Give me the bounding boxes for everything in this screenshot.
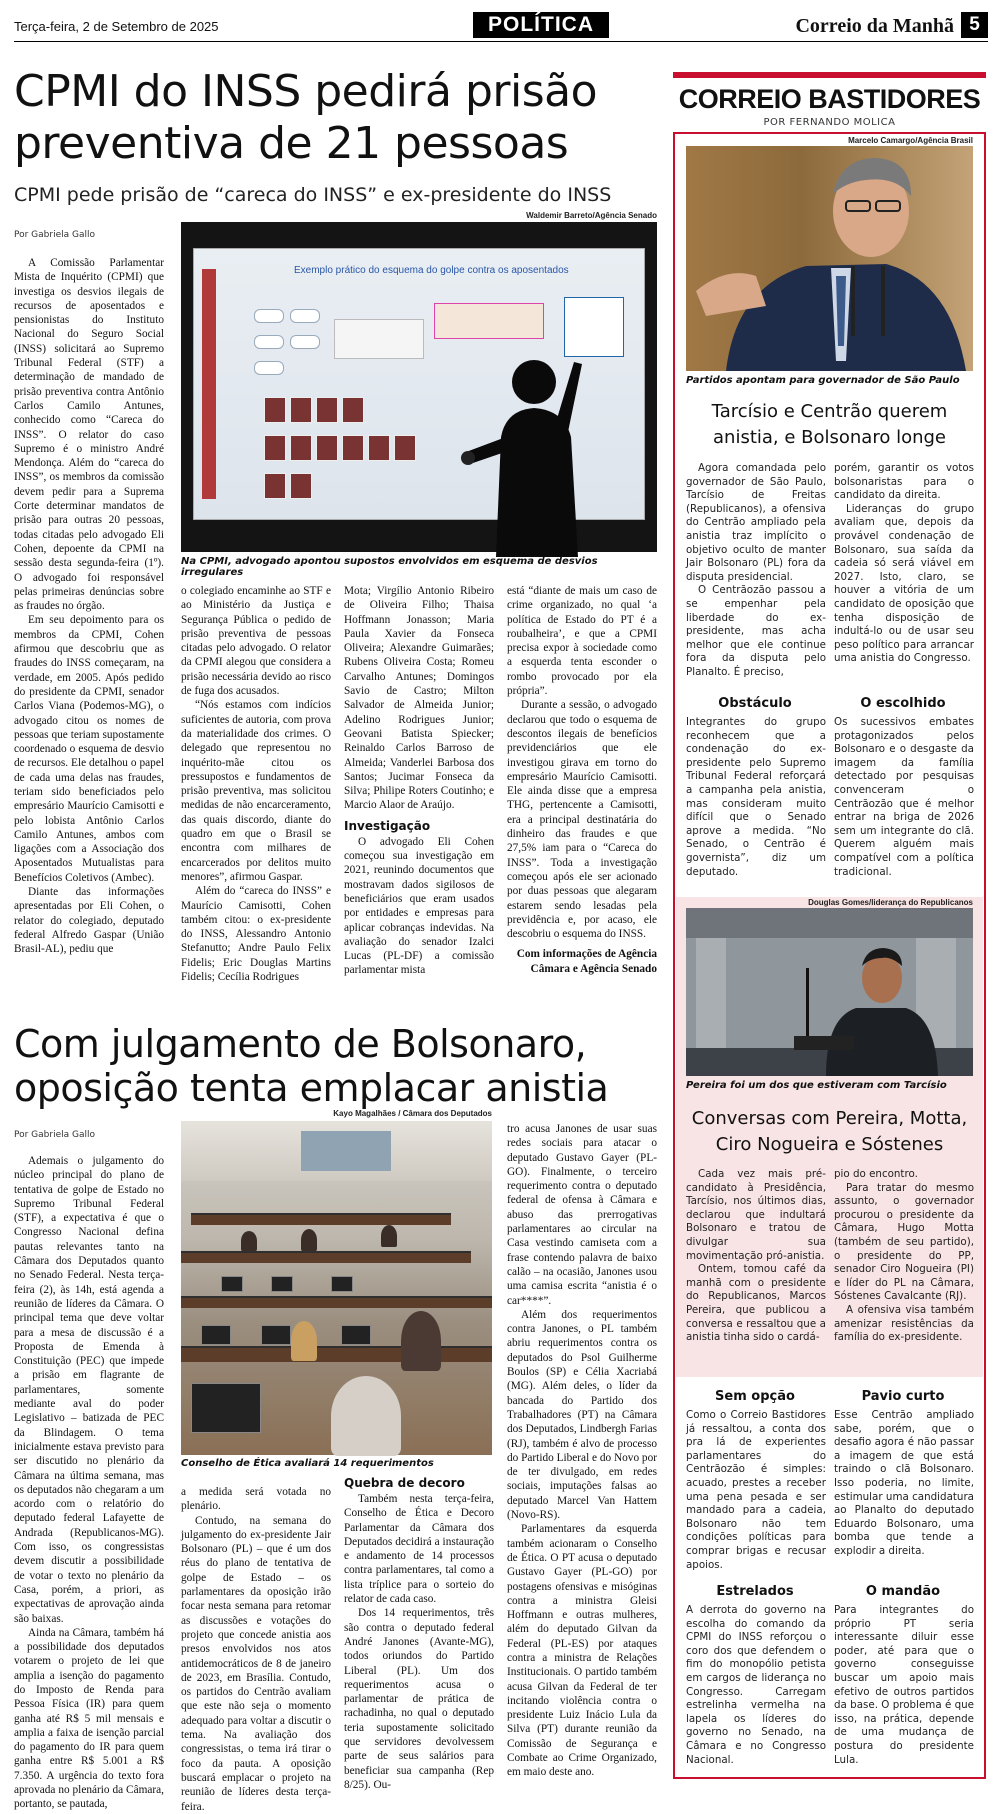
sidebar-story2-column-1 — [686, 1168, 826, 1368]
paragraph: Ontem, tomou café da manhã com o presidente do Republicanos, Marcos Pereira, que publicou a conversa e ressaltou que a anistia tinha sido o cardá- — [686, 1263, 826, 1344]
sidebar-subhead-o-mandao: O mandão — [865, 1584, 941, 1599]
sidebar-pavio-curto-text — [834, 1409, 974, 1579]
paragraph: Durante a sessão, o advogado declarou que todo o esquema de descontos ilegais de benefícios previdenciários que ele investigou girava em torno do empresário Maurício Camisotti. Ele ainda disse que a empresa THG, pertencente a Camisotti, era a principal destinatária do dinheiro das fraudes e que 27,5% iam para o “Careca do INSS”. Toda a investigação começou após ele ser acionado por duas pessoas que alegaram estarem sendo lesadas pela previdência e, por acaso, ele descobriu o esquema do INSS. — [507, 699, 657, 941]
paragraph: Além dos requerimentos contra Janones, o PL também abriu requerimentos contra os deputados do Psol Guilherme Boulos (SP) e Célia Xacriabá (MG). Além deles, o líder da bancada do Partido dos Trabalhadores (PT) na Câmara dos Deputados, Lindbergh Farias (RJ), também é alvo de processo do Partido Liberal e do Novo por de ter divulgado, em redes sociais, imputações falsas ao deputado Marcel Van Hattem (Novo-RS). — [507, 1308, 657, 1522]
paragraph: Cada vez mais pré-candidato à Presidência, Tarcísio, nos últimos dias, declarou que indultará Bolsonaro e tratou de divulgar sua movimentação pró-anistia. — [686, 1168, 826, 1262]
paragraph: A Comissão Parlamentar Mista de Inquérito (CPMI) que investiga os desvios ilegais de recursos de aposentados e pensionistas do Instituto Nacional do Seguro Social (INSS) solicitará ao Supremo Tribunal Federal (STF) a determinação de mandado de prisão preventiva contra Antônio Carlos Camilo Antunes, conhecido como “Careca do INSS”. O relator do caso Supremo é o ministro André Mendonça. Além do “careca do INSS”, os membros da comissão devem pedir para a Suprema Corte determinar mandatos de prisão para outras 20 pessoas, todas citadas pelo advogado Eli Cohen, depoente da CPMI na sessão desta segunda-feira (1º). O advogado foi responsável pelas primeiras denúncias sobre as fraudes no órgão. — [14, 257, 164, 613]
article2-headline: Com julgamento de Bolsonaro, oposição tenta emplacar anistia — [14, 1022, 609, 1110]
paragraph: tro acusa Janones de usar suas redes sociais para atacar o deputado Gustavo Gayer (PL-GO). Finalmente, o terceiro requerimento contra o deputado federal de ofensa à Câmara e abuso das prerrogativas parlamentares ao circular na Casa vestindo camiseta com a frase contendo palavra de baixo calão – na ocasião, Janones usou uma camisa escrita “anistia é o car****”. — [507, 1123, 657, 1307]
paragraph: Também nesta terça-feira, Conselho de Ética e Decoro Parlamentar da Câmara dos Deputados decidirá a instauração e andamento de 14 processos contra parlamentares, tal como a lista tríplice para o sorteio do relator de cada caso. — [344, 1493, 494, 1606]
paragraph: Ademais o julgamento do núcleo principal do plano de tentativa de golpe de Estado no Supremo Tribunal Federal (STF), a expectativa é que o Congresso Nacional defina pautas relevantes tanto na Câmara dos Deputados quanto no Senado Federal. Nesta terça-feira (2), às 14h, está agenda a reunião de líderes da Câmara. O principal tema que deve voltar para a mesa de discussão é a Proposta de Emenda à Constituição (PEC) que impede a prisão em flagrante de parlamentares, somente mediante aval do poder Legislativo – batizada de PEC da Blindagem. O tema inicialmente estava previsto para ser discutido no plenário da Câmara na última semana, mas os deputados não chegaram a um acordo com o relatório do deputado federal Lafayette de Andrada (Republicanos-MG). Com isso, os congressistas devem discutir a possibilidade de votar o texto no plenário da Casa, porém, a priori, as expectativas de aprovação ainda são baixas. — [14, 1155, 164, 1625]
sidebar-subhead-estrelados: Estrelados — [716, 1584, 794, 1599]
article1-photo — [181, 222, 657, 552]
paragraph: “Nós estamos com indícios suficientes de autoria, com prova da materialidade dos crimes. O delegado que representou no inquérito-mãe citou os pressupostos e fundamentos de prisão preventiva, mas solicitou medidas de não encarceramento, das quais discordo, diante do quadro em que o Brasil se encontra com milhares de encarcerados por delitos muito menores”, afirmou Gaspar. — [181, 699, 331, 883]
article1-photo-caption: Na CPMI, advogado apontou supostos envolvidos em esquema de desvios irregulares — [181, 556, 598, 578]
article1-signature: Com informações de Agência Câmara e Agência Senado — [516, 948, 657, 975]
sidebar-story1-column-1 — [686, 462, 826, 687]
sidebar-subhead-pavio-curto: Pavio curto — [861, 1389, 945, 1404]
sidebar-photo-tarcisio — [686, 146, 973, 371]
paragraph: Dos 14 requerimentos, três são contra o deputado federal André Janones (Avante-MG), todos oriundos do Partido Liberal (PL). Um dos requerimentos acusa o parlamentar de prática de rachadinha, no qual o deputado teria supostamente solicitado que servidores devolvessem parte de seus salários para beneficiar sua campanha (Rep 8/25). Ou- — [344, 1607, 494, 1791]
paragraph: porém, garantir os votos bolsonaristas para o candidato da direita. — [834, 462, 974, 502]
sidebar-estrelados-text — [686, 1604, 826, 1774]
paragraph: O advogado Eli Cohen começou sua investigação em 2021, reunindo documentos que mostravam dados sigilosos de beneficiários que eram usados por entidades e empresas para aplicar cobranças indevidas. Na avaliação do senador Izalci Lucas (PL-DF) a comissão parlamentar mista — [344, 835, 494, 977]
sidebar-story2-headline: Conversas com Pereira, Motta, Ciro Nogueira e Sóstenes — [691, 1108, 968, 1155]
sidebar-subhead-sem-opcao: Sem opção — [715, 1389, 795, 1404]
article2-byline: Por Gabriela Gallo — [14, 1130, 95, 1140]
paragraph: a medida será votada no plenário. — [181, 1486, 331, 1513]
paragraph: Parlamentares da esquerda também acionaram o Conselho de Ética. O PT acusa o deputado Gustavo Gayer (PL-GO) por postagens ofensivas e misóginas contra a ministra Gleisi Hoffmann e outras mulheres, além do deputado Gilvan da Federal (PL-ES) por ataques contra a ministra de Relações Institucionais. O partido também acusa Gilvan da Federal de ter incitando violência contra o presidente Luiz Inácio Lula da Silva (PT) durante reunião da Comissão de Segurança e Combate ao Crime Organizado, em maio deste ano. — [507, 1523, 657, 1779]
masthead — [14, 12, 988, 42]
article2-photo-credit: Kayo Magalhães / Câmara dos Deputados — [333, 1109, 492, 1118]
article2-column-1 — [14, 1154, 164, 1811]
article2-photo-caption: Conselho de Ética avaliará 14 requerimentos — [181, 1458, 434, 1469]
subheading-quebra-de-decoro: Quebra de decoro — [344, 1476, 465, 1490]
sidebar-byline: POR FERNANDO MOLICA — [763, 117, 896, 128]
newspaper-brand: Correio da Manhã — [795, 15, 954, 37]
sidebar-o-mandao-text — [834, 1604, 974, 1774]
paragraph: A ofensiva visa também amenizar resistências da família do ex-presidente. — [834, 1303, 974, 1344]
subheading-investigacao: Investigação — [344, 818, 431, 833]
sidebar-sem-opcao-text — [686, 1409, 826, 1579]
article1-subhead: CPMI pede prisão de “careca do INSS” e ex-presidente do INSS — [14, 184, 612, 206]
paragraph: Integrantes do grupo reconhecem que a condenação do ex-presidente pelo Supremo Tribunal Federal reforçará a campanha pela anistia, mas consideram muito difícil que o Senado aprove a medida. “No Senado, o Centrão é governista”, diz um deputado. — [686, 716, 826, 878]
paragraph: está “diante de mais um caso de crime organizado, no qual ‘a política de Estado do PT é a roubalheira’, e que a CPMI precisa expor à sociedade como a esquerda tenta esconder o rombo provocado por ela própria”. — [507, 585, 657, 698]
sidebar-photo1-credit: Marcelo Camargo/Agência Brasil — [848, 136, 973, 145]
section-label: POLÍTICA — [473, 12, 609, 38]
sidebar-photo2-credit: Douglas Gomes/liderança do Republicanos — [808, 898, 973, 907]
presentation-screen-title: Exemplo prático do esquema do golpe contra os aposentados — [294, 265, 569, 276]
paragraph: Para tratar do mesmo assunto, o governador procurou o presidente da Câmara, Hugo Motta (também de seu partido), o presidente do PP, senador Ciro Nogueira (PI) e líder do PL na Câmara, Sóstenes Cavalcante (RJ). — [834, 1181, 974, 1303]
sidebar-photo1-caption: Partidos apontam para governador de São Paulo — [686, 375, 960, 386]
article1-column-3 — [344, 584, 494, 1004]
paragraph: Esse Centrão ampliado sabe, porém, que o desafio agora é não passar a imagem de que está traindo o clã Bolsonaro. Isso poderia, no limite, estimular uma candidatura ao Planalto do deputado Eduardo Bolsonaro, uma bomba que tende a explodir a direita. — [834, 1409, 974, 1557]
sidebar-subhead-escolhido: O escolhido — [860, 696, 946, 711]
sidebar-escolhido-text — [834, 716, 974, 886]
sidebar-story1-column-2 — [834, 462, 974, 687]
paragraph: A derrota do governo na escolha do comando da CPMI do INSS reforçou o coro dos que defendem o fim do monopólio petista em cargos de liderança no Congresso. Carregam estrelinha vermelha na lapela os líderes do governo no Senado, na Câmara e no Congresso Nacional. — [686, 1604, 826, 1766]
paragraph: Mota; Virgílio Antonio Ribeiro de Oliveira Filho; Thaisa Hoffmann Jonasson; Maria Paula Xavier da Fonseca Oliveira; Alexandre Guimarães; Rubens Oliveira Costa; Romeu Carvalho Antunes; Domingos Savio de Castro; Milton Salvador de Almeida Junior; Adelino Rodrigues Junior; Geovani Batista Spiecker; Reinaldo Carlos Barroso de Almeida; Vanderlei Barbosa dos Santos; Jucimar Fonseca da Silva; Philipe Roters Coutinho; e Marcio Alaor de Araújo. — [344, 585, 494, 812]
paragraph: Em seu depoimento para os membros da CPMI, Cohen afirmou que descobriu que as fraudes do INSS começaram, na verdade, em 2005. Após pedido do presidente da CPMI, senador Carlos Viana (Podemos-MG), o advogado citou os nomes de pessoas que teriam supostamente coordenado o esquema de desvio de recursos. Ele detalhou o papel de cada uma delas nas fraudes, teriam sido beneficiados pelo empresário Maurício Camisotti e pelo lobista Antônio Carlos Camilo Antunes, ambos com ligações com a Associação dos Aposentados Mutualistas para Benefícios Coletivos (Ambec). — [14, 614, 164, 884]
article2-photo — [181, 1121, 492, 1455]
sidebar-accent-bar — [673, 72, 986, 78]
paragraph: Como o Correio Bastidores já ressaltou, a conta dos pra lá de experientes parlamentares do Centrãozão é simples: acuado, prestes a receber uma pena pesada e ser mandado para a cadeia, Bolsonaro não tem condições políticas para comprar brigas e recusar apoios. — [686, 1409, 826, 1571]
paragraph: O Centrãozão passou a se empenhar pela liberdade do ex-presidente, mas acha melhor que ele continue fora da disputa pelo Planalto. É preciso, — [686, 584, 826, 678]
article1-column-1 — [14, 256, 164, 1002]
speaker-silhouette — [456, 342, 596, 557]
article2-column-3 — [344, 1476, 494, 1791]
article1-byline: Por Gabriela Gallo — [14, 230, 95, 240]
paragraph: Os sucessivos embates protagonizados pelos Bolsonaro e o desgaste da imagem da família detectado por pesquisas convenceram o Centrãozão que é melhor entrar na briga de 2026 sem um integrante do clã. Querem alguém mais compatível com a política tradicional. — [834, 716, 974, 878]
article2-column-2 — [181, 1485, 331, 1813]
article2-column-4 — [507, 1122, 657, 1786]
page-number: 5 — [961, 12, 988, 38]
paragraph: Lideranças do grupo avaliam que, depois da provável condenação de Bolsonaro, sua saída da cadeia só será viável em 2027. Isto, claro, se houver a vitória de um candidato de oposição que tenha disposição de indultá-lo ou de usar seu peso político para arrancar uma anistia do Congresso. — [834, 502, 974, 665]
paragraph: Além do “careca do INSS” e Maurício Camisotti, Cohen também citou: o ex-presidente do INSS, Alessandro Antonio Stefanutto; Andre Paulo Felix Fidelis; Eric Douglas Martins Fidelis; Cecília Rodrigues — [181, 885, 331, 984]
paragraph: pio do encontro. — [834, 1168, 918, 1180]
paragraph: Ainda na Câmara, também há a possibilidade dos deputados votarem o projeto de lei que amplia a isenção do pagamento do Imposto de Renda para Pessoa Física (IR) para quem ganha até R$ 5 mil mensais e amplia a faixa de isenção parcial do pagamento do IR para quem ganha entre R$ 5.001 a R$ 7.350. A urgência do texto fora aprovada no plenário da Câmara, portanto, se pautada, — [14, 1626, 164, 1811]
paragraph: Agora comandada pelo governador de São Paulo, Tarcísio de Freitas (Republicanos), a ofensiva do Centrão ampliado pela anistia traz implícito o objetivo oculto de manter Jair Bolsonaro (PL) fora da disputa presidencial. — [686, 462, 826, 583]
sidebar-photo2-caption: Pereira foi um dos que estiveram com Tarcísio — [686, 1080, 947, 1091]
sidebar-photo-pereira — [686, 908, 973, 1076]
paragraph: Diante das informações apresentadas por Eli Cohen, o relator do colegiado, deputado federal Alfredo Gaspar (União Brasil-AL), pediu que — [14, 886, 164, 956]
sidebar-story2-column-2 — [834, 1168, 974, 1368]
article1-photo-credit: Waldemir Barreto/Agência Senado — [526, 211, 657, 220]
article1-headline: CPMI do INSS pedirá prisão preventiva de 21 pessoas — [14, 66, 597, 169]
article1-column-4 — [507, 584, 657, 1004]
paragraph: Para integrantes do próprio PT seria interessante diluir esse poder, até para que o governo conseguisse buscar um apoio mais efetivo de outros partidos da base. O problema é que isso, na prática, depende de uma mudança de postura do presidente Lula. — [834, 1604, 974, 1766]
issue-date: Terça-feira, 2 de Setembro de 2025 — [14, 19, 219, 34]
article1-column-2 — [181, 584, 331, 1004]
sidebar-obstaculo-text — [686, 716, 826, 886]
paragraph: o colegiado encaminhe ao STF e ao Ministério da Justiça e Segurança Pública o pedido de prisão preventiva de pessoas citadas pelo advogado. O relator da CPMI alegou que considera a prisão necessária devido ao risco de fuga dos acusados. — [181, 585, 331, 698]
sidebar-title: CORREIO BASTIDORES — [678, 84, 981, 114]
sidebar-story1-headline: Tarcísio e Centrão querem anistia, e Bolsonaro longe — [711, 401, 948, 448]
paragraph: Contudo, na semana do julgamento do ex-presidente Jair Bolsonaro (PL) – que é um dos réus do plano de tentativa de golpe de Estado – os parlamentares da oposição irão focar nesta semana para retomar as discussões e votações do projeto que concede anistia aos presos envolvidos nos atos antidemocráticos de 8 de janeiro de 2023, em Brasília. Contudo, os partidos do Centrão avaliam que este não seja o momento adequado para voltar a discutir o tema. Na avaliação dos congressistas, o tema irá tirar o foco da pauta. A oposição buscará emplacar o projeto na reunião de líderes desta terça-feira. — [181, 1514, 331, 1813]
sidebar-subhead-obstaculo: Obstáculo — [718, 696, 792, 711]
